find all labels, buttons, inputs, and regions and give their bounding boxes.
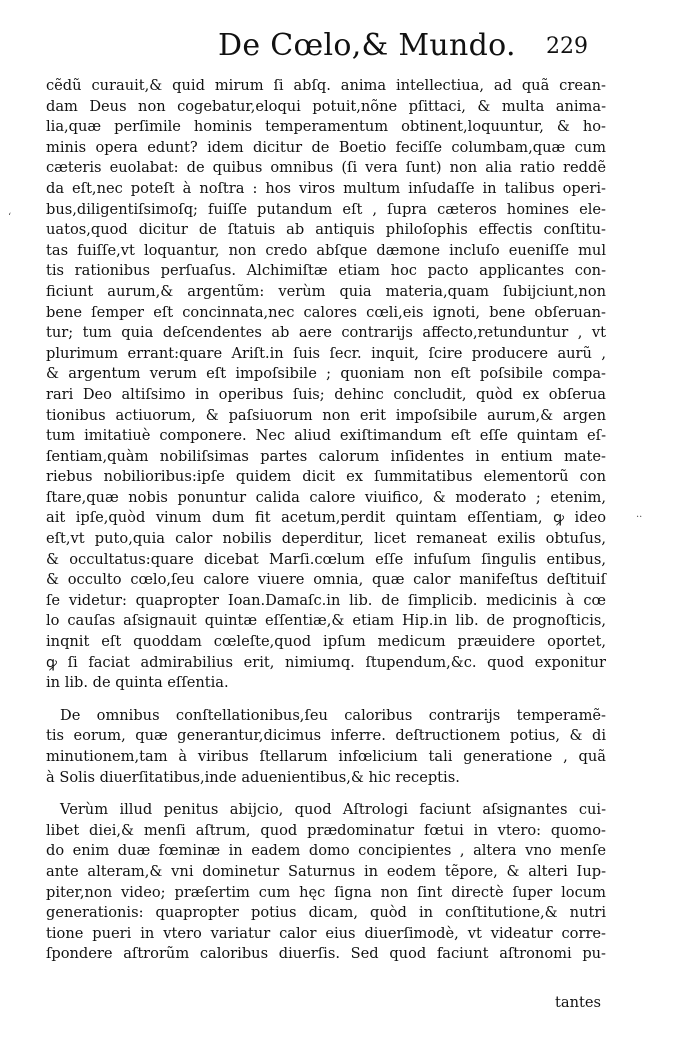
text-line: uatos,quod dicitur de ſtatuis ab antiquis philoſophis effectis conſtitu- xyxy=(46,221,606,239)
text-line: tione pueri in vtero variatur calor eius diuerſimodè, vt videatur corre- xyxy=(46,924,606,942)
text-line: ante alteram,& vni dominetur Saturnus in eodem tẽpore, & alteri Iup- xyxy=(46,862,606,880)
text-line: rari Deo altiſsimo in operibus ſuis; dehinc concludit, quòd ex obſerua xyxy=(46,385,606,403)
text-line: tur; tum quia deſcendentes ab aere contrarijs affecto,retunduntur , vt xyxy=(46,324,606,342)
text-line: & argentum verum eſt impoſsibile ; quoniam non eſt poſsibile compa- xyxy=(46,365,606,383)
text-line: inqnit eſt quoddam cœleſte,quod ipſum medicum præuidere oportet, xyxy=(46,633,606,651)
text-line: generationis: quapropter potius dicam, quòd in conſtitutione,& nutri xyxy=(46,904,606,922)
paragraph-gap xyxy=(46,788,606,800)
text-line: & occulto cœlo,ſeu calore viuere omnia, quæ calor manifeſtus deſtituiſ xyxy=(46,571,606,589)
text-line: tionibus actiuorum, & paſsiuorum non erit impoſsibile aurum,& argen xyxy=(46,406,606,424)
text-line: tas fuiſſe,vt loquantur, non credo abſque dæmone incluſo eueniſſe mul xyxy=(46,241,606,259)
catchword: tantes xyxy=(555,994,601,1011)
text-line: lia,quæ perſimile hominis temperamentum obtinent,loquuntur, & ho- xyxy=(46,118,606,136)
text-line: ꝙ ſi faciat admirabilius erit, nimiumq. ſtupendum,&c. quod exponitur xyxy=(46,653,606,671)
text-line: tum imitatiuè componere. Nec aliud exiſtimandum eſt eſſe quintam eſ- xyxy=(46,427,606,445)
text-line: De omnibus conſtellationibus,ſeu caloribus contrarijs temperamẽ- xyxy=(60,706,606,724)
paragraph-gap xyxy=(46,694,606,706)
text-line: tis eorum, quæ generantur,dicimus inferre. deſtructionem potius, & di xyxy=(46,727,606,745)
text-line: ait ipſe,quòd vinum dum fit acetum,perdit quintam eſſentiam, ꝙ ideo xyxy=(46,509,606,527)
margin-speck: ‘ xyxy=(8,212,12,223)
text-line: plurimum errant:quare Ariſt.in ſuis ſecr. inquit, ſcire producere aurũ , xyxy=(46,344,606,362)
text-line: ficiunt aurum,& argentũm: verùm quia materia,quam ſubijciunt,non xyxy=(46,282,606,300)
text-line: bene ſemper eſt concinnata,nec calores cœli,eis ignoti, bene obſeruan- xyxy=(46,303,606,321)
body-text xyxy=(46,76,606,965)
text-line: da eſt,nec poteſt à noſtra : hos viros multum inſudaſſe in talibus operi- xyxy=(46,179,606,197)
text-line: dam Deus non cogebatur,eloqui potuit,nõne pſittaci, & multa anima- xyxy=(46,97,606,115)
text-line: lo cauſas aſsignauit quintæ eſſentiæ,& etiam Hip.in lib. de prognoſticis, xyxy=(46,612,606,630)
text-line: bus,diligentiſsimoſq; fuiſſe putandum eſt , ſupra cæteros homines ele- xyxy=(46,200,606,218)
text-line: minis opera edunt? idem dicitur de Boetio feciſſe columbam,quæ cum xyxy=(46,138,606,156)
text-line: & occultatus:quare dicebat Marſi.cœlum eſſe infuſum ſingulis entibus, xyxy=(46,550,606,568)
text-line: eſt,vt puto,quia calor nobilis deperditur, licet remaneat exilis obtuſus, xyxy=(46,530,606,548)
text-line: Verùm illud penitus abijcio, quod Aſtrologi faciunt aſsignantes cui- xyxy=(60,801,606,819)
text-line: libet diei,& menſi aſtrum, quod prædominatur fœtui in vtero: quomo- xyxy=(46,821,606,839)
text-line: cæteris euolabat: de quibus omnibus (ſi vera ſunt) non alia ratio reddẽ xyxy=(46,159,606,177)
text-line: ſtare,quæ nobis ponuntur calida calore viuifico, & moderato ; etenim, xyxy=(46,488,606,506)
text-line: riebus nobilioribus:ipſe quidem dicit ex ſummitatibus elementorũ con xyxy=(46,468,606,486)
text-line: cẽdũ curauit,& quid mirum ſi abſq. anima intellectiua, ad quã crean- xyxy=(46,77,606,94)
text-line: in lib. de quinta eſſentia. xyxy=(46,674,229,692)
text-line: ſe videtur: quapropter Ioan.Damaſc.in lib. de ſimplicib. medicinis à cœ xyxy=(46,591,606,609)
text-line: ſpondere aſtrorũm caloribus diuerſis. Sed quod faciunt aſtronomi pu- xyxy=(46,945,606,963)
text-line: à Solis diuerſitatibus,inde aduenientibus,& hic receptis. xyxy=(46,768,460,786)
text-line: ſentiam,quàm nobiliſsimas partes calorum inſidentes in entium mate- xyxy=(46,447,606,465)
text-line: piter,non video; præſertim cum hęc ſigna non ſint directè ſuper locum xyxy=(46,883,606,901)
text-line: minutionem,tam à viribus ſtellarum infœlicium tali generatione , quã xyxy=(46,748,606,765)
running-head xyxy=(0,28,700,68)
text-line: tis rationibus perſuaſus. Alchimiſtæ etiam hoc pacto applicantes con- xyxy=(46,262,606,280)
margin-speck: ·· xyxy=(636,512,643,523)
page-title: De Cœlo,& Mundo. xyxy=(218,28,516,63)
text-line: do enim duæ fœminæ in eadem domo concipientes , altera vno menſe xyxy=(46,842,606,860)
page-number: 229 xyxy=(546,34,588,59)
